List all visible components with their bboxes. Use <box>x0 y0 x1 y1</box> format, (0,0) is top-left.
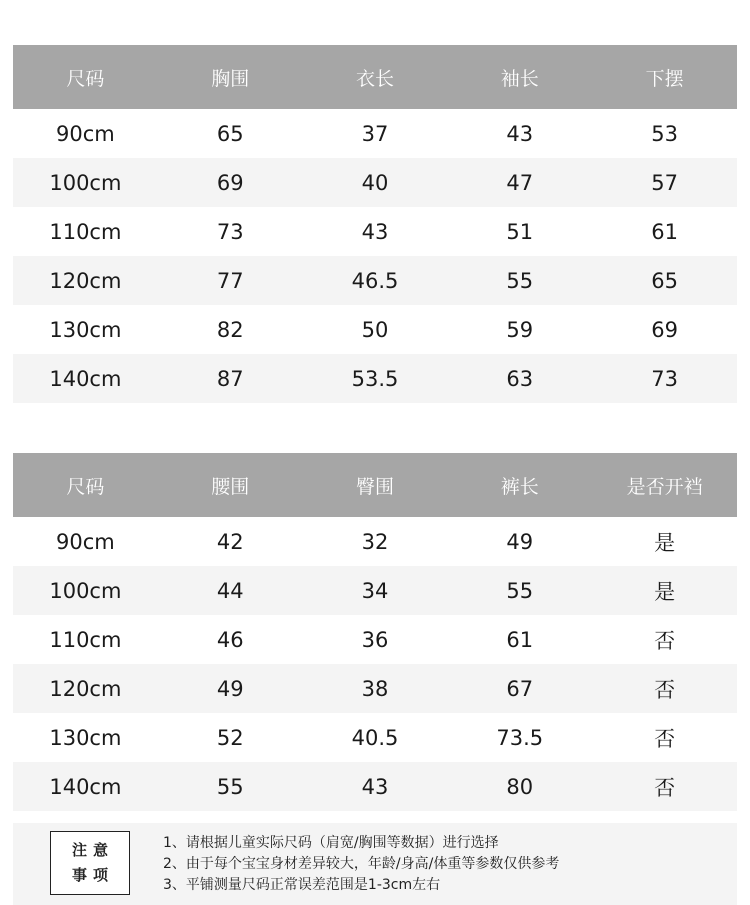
header-cell: 衣长 <box>303 45 448 109</box>
table-cell: 63 <box>447 354 592 403</box>
table-cell: 40 <box>303 158 448 207</box>
table-cell: 是 <box>592 566 737 615</box>
table-cell: 90cm <box>13 517 158 566</box>
table-cell: 55 <box>447 566 592 615</box>
table-cell: 69 <box>592 305 737 354</box>
table-row <box>13 615 737 664</box>
table-row <box>13 354 737 403</box>
table-cell: 40.5 <box>303 713 448 762</box>
notes-label-box <box>50 831 130 895</box>
table-row <box>13 158 737 207</box>
bottom-size-table <box>13 453 737 811</box>
table-cell: 110cm <box>13 615 158 664</box>
table-cell: 120cm <box>13 256 158 305</box>
table-cell: 67 <box>447 664 592 713</box>
table-cell: 87 <box>158 354 303 403</box>
table-cell: 82 <box>158 305 303 354</box>
header-cell: 腰围 <box>158 453 303 517</box>
table-cell: 80 <box>447 762 592 811</box>
table-row <box>13 517 737 566</box>
table-cell: 140cm <box>13 762 158 811</box>
table-row <box>13 207 737 256</box>
table-cell: 61 <box>447 615 592 664</box>
table-cell: 46.5 <box>303 256 448 305</box>
notes-section <box>13 823 737 905</box>
table-cell: 43 <box>303 762 448 811</box>
table-cell: 44 <box>158 566 303 615</box>
header-cell: 尺码 <box>13 453 158 517</box>
table-cell: 32 <box>303 517 448 566</box>
table-row <box>13 109 737 158</box>
table-cell: 59 <box>447 305 592 354</box>
table-cell: 65 <box>158 109 303 158</box>
table-cell: 53.5 <box>303 354 448 403</box>
table-cell: 47 <box>447 158 592 207</box>
table-cell: 52 <box>158 713 303 762</box>
notes-list <box>163 833 559 896</box>
table-cell: 46 <box>158 615 303 664</box>
table-cell: 否 <box>592 664 737 713</box>
table-cell: 是 <box>592 517 737 566</box>
table-cell: 37 <box>303 109 448 158</box>
table-cell: 49 <box>158 664 303 713</box>
table-cell: 73 <box>158 207 303 256</box>
table-header-row <box>13 453 737 517</box>
header-cell: 下摆 <box>592 45 737 109</box>
header-cell: 袖长 <box>447 45 592 109</box>
table-cell: 120cm <box>13 664 158 713</box>
notes-label-line2: 事项 <box>71 866 114 884</box>
header-cell: 臀围 <box>303 453 448 517</box>
table-cell: 53 <box>592 109 737 158</box>
table-cell: 130cm <box>13 713 158 762</box>
table-cell: 140cm <box>13 354 158 403</box>
table-cell: 69 <box>158 158 303 207</box>
table-cell: 57 <box>592 158 737 207</box>
table-cell: 否 <box>592 615 737 664</box>
table-cell: 110cm <box>13 207 158 256</box>
table-cell: 38 <box>303 664 448 713</box>
table-cell: 43 <box>447 109 592 158</box>
table-cell: 49 <box>447 517 592 566</box>
table-cell: 100cm <box>13 158 158 207</box>
table-header-row <box>13 45 737 109</box>
table-cell: 73 <box>592 354 737 403</box>
notes-label-line1: 注意 <box>71 841 114 859</box>
table-cell: 34 <box>303 566 448 615</box>
table-row <box>13 664 737 713</box>
note-item: 3、平铺测量尺码正常误差范围是1-3cm左右 <box>163 877 441 893</box>
table-cell: 130cm <box>13 305 158 354</box>
table-cell: 否 <box>592 762 737 811</box>
table-row <box>13 762 737 811</box>
table-row <box>13 566 737 615</box>
note-item: 1、请根据儿童实际尺码（肩宽/胸围等数据）进行选择 <box>163 835 499 851</box>
table-row <box>13 256 737 305</box>
header-cell: 尺码 <box>13 45 158 109</box>
header-cell: 胸围 <box>158 45 303 109</box>
table-cell: 50 <box>303 305 448 354</box>
table-cell: 36 <box>303 615 448 664</box>
table-cell: 55 <box>158 762 303 811</box>
header-cell: 是否开裆 <box>592 453 737 517</box>
table-cell: 77 <box>158 256 303 305</box>
table-cell: 42 <box>158 517 303 566</box>
table-cell: 90cm <box>13 109 158 158</box>
table-cell: 65 <box>592 256 737 305</box>
table-cell: 51 <box>447 207 592 256</box>
table-cell: 55 <box>447 256 592 305</box>
table-cell: 43 <box>303 207 448 256</box>
header-cell: 裤长 <box>447 453 592 517</box>
note-item: 2、由于每个宝宝身材差异较大，年龄/身高/体重等参数仅供参考 <box>163 856 560 872</box>
table-row <box>13 305 737 354</box>
table-cell: 61 <box>592 207 737 256</box>
top-size-table <box>13 45 737 403</box>
table-cell: 73.5 <box>447 713 592 762</box>
table-cell: 100cm <box>13 566 158 615</box>
table-row <box>13 713 737 762</box>
table-cell: 否 <box>592 713 737 762</box>
